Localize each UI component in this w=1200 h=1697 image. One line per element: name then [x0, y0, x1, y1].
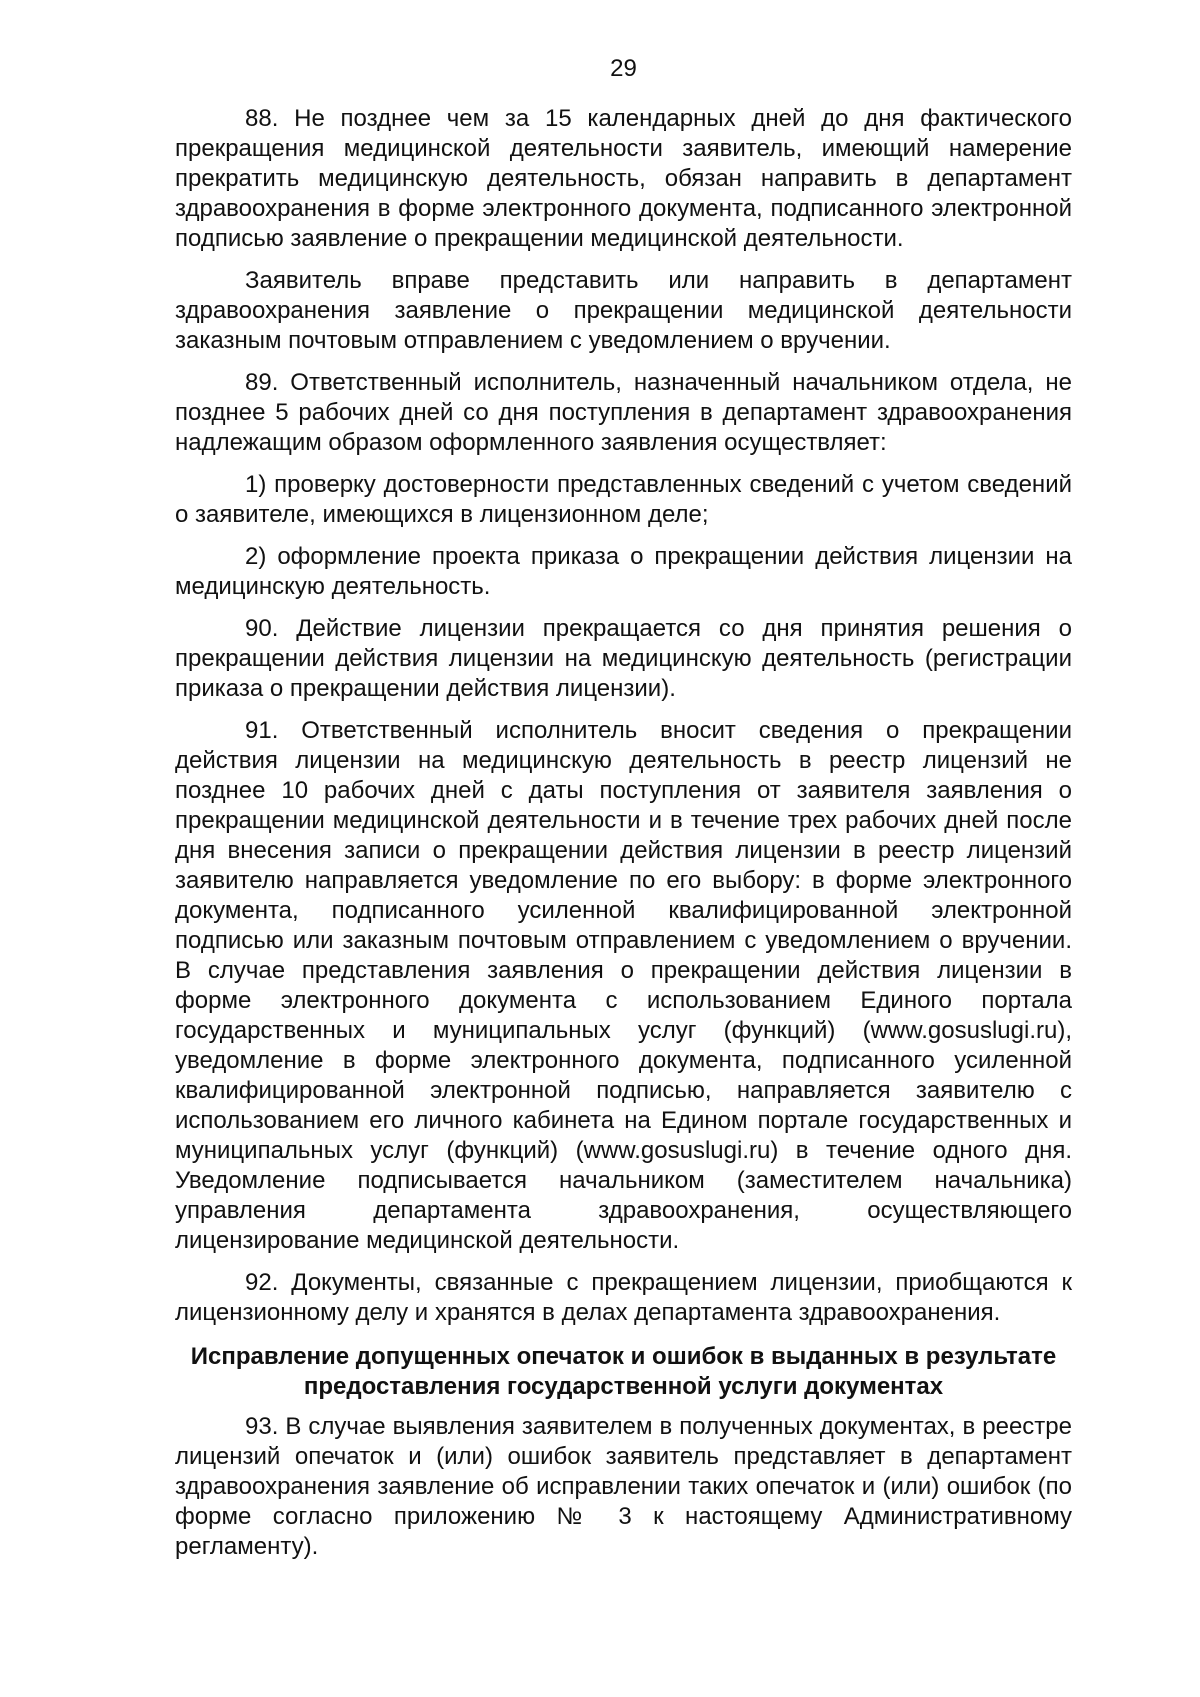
paragraph-92: 92. Документы, связанные с прекращением лицензии, приобщаются к лицензионному делу и хранятся в делах департамента здравоохранения.	[175, 1269, 1072, 1326]
section-heading: Исправление допущенных опечаток и ошибок в выданных в результате предоставления государственной услуги документах	[190, 1343, 1057, 1400]
paragraph-91: 91. Ответственный исполнитель вносит сведения о прекращении действия лицензии на медицинскую деятельность в реестр лицензий не позднее 10 рабочих дней с даты поступления от заявителя заявления о прекращении медицинской деятельности и в течение трех рабочих дней после дня внесения записи о прекращении действия лицензии в реестр лицензий заявителю направляется уведомление по его выбору: в форме электронного документа, подписанного усиленной квалифицированной электронной подписью или заказным почтовым отправлением с уведомлением о вручении. В случае представления заявления о прекращении действия лицензии в форме электронного документа с использованием Единого портала государственных и муниципальных услуг (функций) (www.gosuslugi.ru), уведомление в форме электронного документа, подписанного усиленной квалифицированной электронной подписью, направляется заявителю с использованием его личного кабинета на Едином портале государственных и муниципальных услуг (функций) (www.gosuslugi.ru) в течение одного дня. Уведомление подписывается начальником (заместителем начальника) управления департамента здравоохранения, осуществляющего лицензирование медицинской деятельности.	[175, 717, 1072, 1254]
paragraph-88-applicant-right: Заявитель вправе представить или направить в департамент здравоохранения заявление о прекращении медицинской деятельности заказным почтовым отправлением с уведомлением о вручении.	[175, 267, 1072, 354]
paragraph-88: 88. Не позднее чем за 15 календарных дней до дня фактического прекращения медицинской деятельности заявитель, имеющий намерение прекратить медицинскую деятельность, обязан направить в департамент здравоохранения в форме электронного документа, подписанного электронной подписью заявление о прекращении медицинской деятельности.	[175, 105, 1072, 252]
paragraph-90: 90. Действие лицензии прекращается со дня принятия решения о прекращении действия лицензии на медицинскую деятельность (регистрации приказа о прекращении действия лицензии).	[175, 615, 1072, 702]
paragraph-89: 89. Ответственный исполнитель, назначенный начальником отдела, не позднее 5 рабочих дней со дня поступления в департамент здравоохранения надлежащим образом оформленного заявления осуществляет:	[175, 369, 1072, 456]
page-number: 29	[610, 55, 637, 82]
paragraph-89-item-2: 2) оформление проекта приказа о прекращении действия лицензии на медицинскую деятельность.	[175, 543, 1072, 600]
paragraph-89-item-1: 1) проверку достоверности представленных сведений с учетом сведений о заявителе, имеющихся в лицензионном деле;	[175, 471, 1072, 528]
paragraph-93: 93. В случае выявления заявителем в полученных документах, в реестре лицензий опечаток и (или) ошибок заявитель представляет в департамент здравоохранения заявление об исправлении таких опечаток и (или) ошибок (по форме согласно приложению № 3 к настоящему Административному регламенту).	[175, 1413, 1072, 1560]
